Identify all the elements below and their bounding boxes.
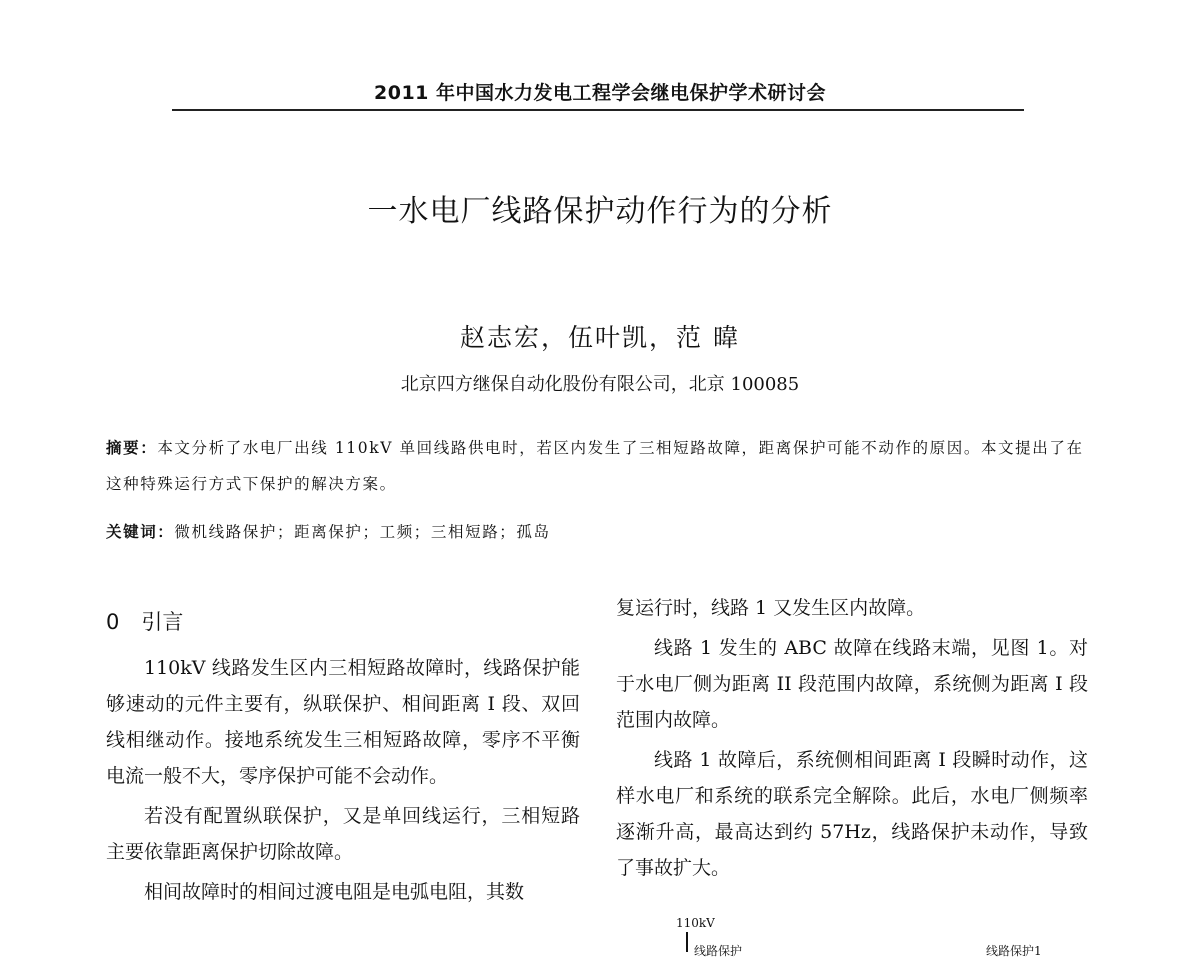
header-rule	[172, 109, 1024, 111]
paper-authors: 赵志宏，伍叶凯，范 暐	[460, 323, 740, 352]
figure-right-label: 线路保护1	[986, 944, 1042, 958]
abstract-label: 摘要：	[106, 438, 158, 457]
right-continuation: 复运行时，线路 1 又发生区内故障。	[616, 597, 926, 619]
keywords	[106, 520, 1096, 542]
figure-bus-line	[686, 932, 688, 952]
section-title: 引言	[141, 610, 184, 634]
figure-1	[676, 914, 1096, 958]
section-number: 0	[106, 610, 120, 634]
keywords-label: 关键词：	[106, 522, 175, 541]
right-paragraph: 线路 1 发生的 ABC 故障在线路末端，见图 1。对于水电厂侧为距离 II 段范围内故障，系统侧为距离 I 段范围内故障。	[616, 637, 1088, 731]
left-paragraph: 110kV 线路发生区内三相短路故障时，线路保护能够速动的元件主要有，纵联保护、相间距离 I 段、双回线相继动作。接地系统发生三相短路故障，零序不平衡电流一般不大，零序保护可能不会动作。	[106, 657, 580, 787]
right-column	[616, 590, 1088, 890]
figure-left-label: 线路保护	[694, 944, 743, 958]
abstract-text: 本文分析了水电厂出线 110kV 单回线路供电时，若区内发生了三相短路故障，距离保护可能不动作的原因。本文提出了在这种特殊运行方式下保护的解决方案。	[106, 439, 1084, 493]
left-column	[106, 650, 580, 914]
abstract	[106, 430, 1096, 502]
section-heading	[106, 606, 183, 636]
paper-title: 一水电厂线路保护动作行为的分析	[367, 194, 833, 229]
paper-affiliation: 北京四方继保自动化股份有限公司，北京 100085	[400, 374, 800, 395]
left-paragraph: 相间故障时的相间过渡电阻是电弧电阻，其数	[144, 881, 525, 903]
conference-header: 2011 年中国水力发电工程学会继电保护学术研讨会	[374, 82, 826, 104]
right-paragraph: 线路 1 故障后，系统侧相间距离 I 段瞬时动作，这样水电厂和系统的联系完全解除。此后，水电厂侧频率逐渐升高，最高达到约 57Hz，线路保护未动作，导致了事故扩大。	[616, 749, 1088, 879]
left-paragraph: 若没有配置纵联保护，又是单回线运行，三相短路主要依靠距离保护切除故障。	[106, 805, 580, 863]
keywords-text: 微机线路保护；距离保护；工频；三相短路；孤岛	[174, 523, 551, 541]
figure-voltage-label: 110kV	[676, 916, 715, 930]
